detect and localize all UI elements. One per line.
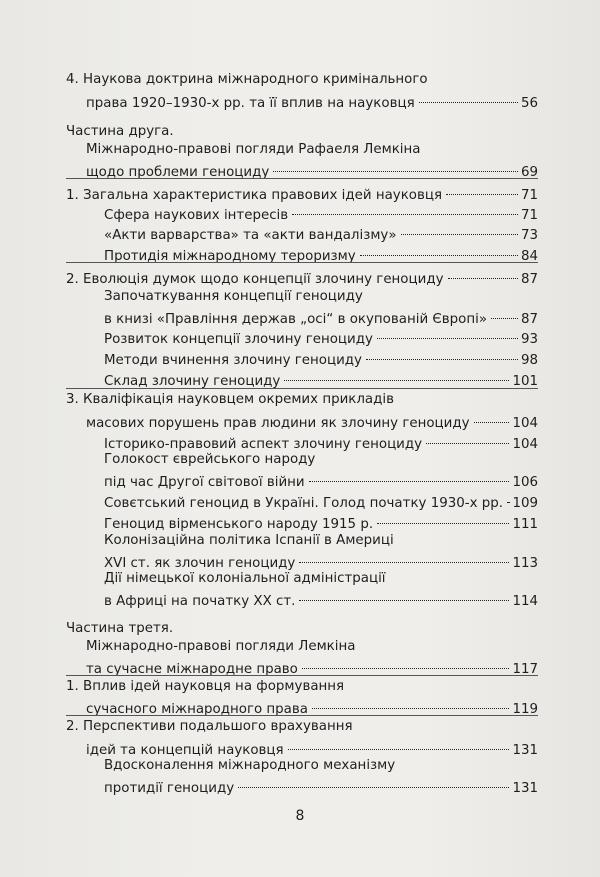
- entry-title: Розвиток концепції злочину геноциду: [104, 332, 373, 347]
- dot-leader: [401, 218, 518, 235]
- entry-title: Історико-правовий аспект злочину геноциду: [104, 437, 423, 452]
- entry-page: 87: [520, 312, 538, 327]
- part-three-label: Частина третя.: [66, 621, 174, 636]
- entry-page: 131: [512, 781, 538, 796]
- entry-title: щодо проблеми геноциду: [86, 165, 270, 180]
- entry-page: 98: [520, 353, 538, 368]
- dot-leader: [299, 584, 509, 601]
- entry-page: 113: [512, 556, 538, 571]
- dot-leader: [238, 771, 509, 788]
- entry-number: 4.: [66, 72, 79, 87]
- page-number: 8: [295, 808, 305, 824]
- entry-title: Склад злочину геноциду: [104, 374, 281, 389]
- dot-leader: [302, 652, 510, 669]
- toc-entry-s2d: [104, 368, 538, 390]
- entry-title: XVI ст. як злочин геноциду: [104, 556, 296, 571]
- part-two-title-line1: Міжнародно-правові погляди Рафаеля Лемкіна: [86, 142, 421, 157]
- entry-page: 104: [512, 416, 538, 431]
- entry-title: масових порушень прав людини як злочину геноциду: [86, 416, 470, 431]
- entry-title: права 1920–1930-х рр. та її вплив на науковця: [86, 96, 415, 111]
- toc-entry-4-line1: [66, 72, 428, 88]
- entry-number: 1.: [66, 188, 79, 203]
- part-three-title-line1: Міжнародно-правові погляди Лемкіна: [86, 639, 356, 654]
- entry-page: 106: [512, 475, 538, 490]
- entry-page: 117: [512, 662, 538, 677]
- dot-leader: [448, 262, 518, 279]
- entry-title: Протидія міжнародному тероризму: [104, 249, 356, 264]
- entry-page: 71: [520, 208, 538, 223]
- dot-leader: [288, 733, 510, 750]
- divider: [66, 388, 538, 389]
- toc-entry-s3a: [104, 431, 538, 453]
- dot-leader: [426, 427, 509, 444]
- entry-title: Кваліфікація науковцем окремих прикладів: [83, 392, 394, 407]
- toc-entry-s3-line1: [66, 392, 394, 408]
- entry-page: 104: [512, 437, 538, 452]
- toc-entry-t2a-line2: [104, 775, 538, 797]
- entry-title: Геноцид вірменського народу 1915 р.: [104, 517, 374, 532]
- dot-leader: [507, 486, 509, 503]
- toc-entry-s2: [66, 266, 538, 288]
- dot-leader: [309, 465, 510, 482]
- toc-entry-s3f-line2: [104, 588, 538, 610]
- dot-leader: [446, 178, 518, 195]
- dot-leader: [292, 198, 518, 215]
- entry-title: Совєтський геноцид в Україні. Голод початку 1930-х рр.: [104, 496, 504, 511]
- entry-number: 1.: [66, 679, 79, 694]
- entry-title: ідей та концепцій науковця: [86, 743, 284, 758]
- dot-leader: [284, 364, 509, 381]
- dot-leader: [377, 507, 509, 524]
- entry-page: 87: [520, 272, 538, 287]
- toc-entry-s2a-line1: Започаткування концепції геноциду: [104, 289, 363, 304]
- dot-leader: [474, 406, 510, 423]
- toc-entry-t2-line2: [86, 737, 538, 759]
- entry-number: 3.: [66, 392, 79, 407]
- part-two-label: Частина друга.: [66, 124, 174, 139]
- toc-entry-s3b-line1: Голокост єврейського народу: [104, 452, 316, 467]
- entry-number: 2.: [66, 272, 79, 287]
- entry-page: 73: [520, 228, 538, 243]
- entry-page: 101: [512, 374, 538, 389]
- dot-leader: [377, 322, 518, 339]
- entry-page: 114: [512, 594, 538, 609]
- toc-entry-4-line2: [86, 90, 538, 112]
- entry-page: 109: [512, 496, 538, 511]
- entry-page: 84: [520, 249, 538, 264]
- dot-leader: [366, 343, 518, 360]
- toc-entry-s3f-line1: Дії німецької колоніальної адміністрації: [104, 571, 386, 586]
- dot-leader: [273, 155, 518, 172]
- entry-page: 56: [520, 96, 538, 111]
- entry-title: сучасного міжнародного права: [86, 702, 308, 717]
- divider: [66, 715, 538, 716]
- entry-page: 93: [520, 332, 538, 347]
- dot-leader: [491, 302, 518, 319]
- dot-leader: [299, 546, 509, 563]
- entry-title: Методи вчинення злочину геноциду: [104, 353, 362, 368]
- entry-title: та сучасне міжнародне право: [86, 662, 298, 677]
- entry-title: Вплив ідей науковця на формування: [83, 679, 345, 694]
- toc-entry-s3d: [104, 511, 538, 533]
- entry-title: Перспективи подальшого врахування: [83, 719, 353, 734]
- entry-title: Наукова доктрина міжнародного кримінального: [83, 72, 428, 87]
- entry-title: Еволюція думок щодо концепції злочину геноциду: [83, 272, 444, 287]
- toc-entry-t1-line1: [66, 679, 344, 695]
- entry-title: в Африці на початку XX ст.: [104, 594, 296, 609]
- toc-entry-s3e-line2: [104, 550, 538, 572]
- entry-title: Загальна характеристика правових ідей науковця: [83, 188, 443, 203]
- divider: [66, 675, 538, 676]
- entry-title: під час Другої світової війни: [104, 475, 305, 490]
- entry-page: 69: [520, 165, 538, 180]
- entry-page: 119: [512, 702, 538, 717]
- dot-leader: [360, 239, 518, 256]
- entry-page: 71: [520, 188, 538, 203]
- entry-title: «Акти варварства» та «акти вандалізму»: [104, 228, 397, 243]
- toc-entry-t2a-line1: Вдосконалення міжнародного механізму: [104, 758, 396, 773]
- toc-entry-s3e-line1: Колонізаційна політика Іспанії в Америці: [104, 533, 394, 548]
- entry-page: 131: [512, 743, 538, 758]
- entry-page: 111: [512, 517, 538, 532]
- toc-entry-s3b-line2: [104, 469, 538, 491]
- dot-leader: [419, 86, 518, 103]
- entry-number: 2.: [66, 719, 79, 734]
- entry-title: протидії геноциду: [104, 781, 235, 796]
- entry-title: Сфера наукових інтересів: [104, 208, 289, 223]
- entry-title: в книзі «Правління держав „осі“ в окупованій Європі»: [104, 312, 488, 327]
- dot-leader: [312, 692, 509, 709]
